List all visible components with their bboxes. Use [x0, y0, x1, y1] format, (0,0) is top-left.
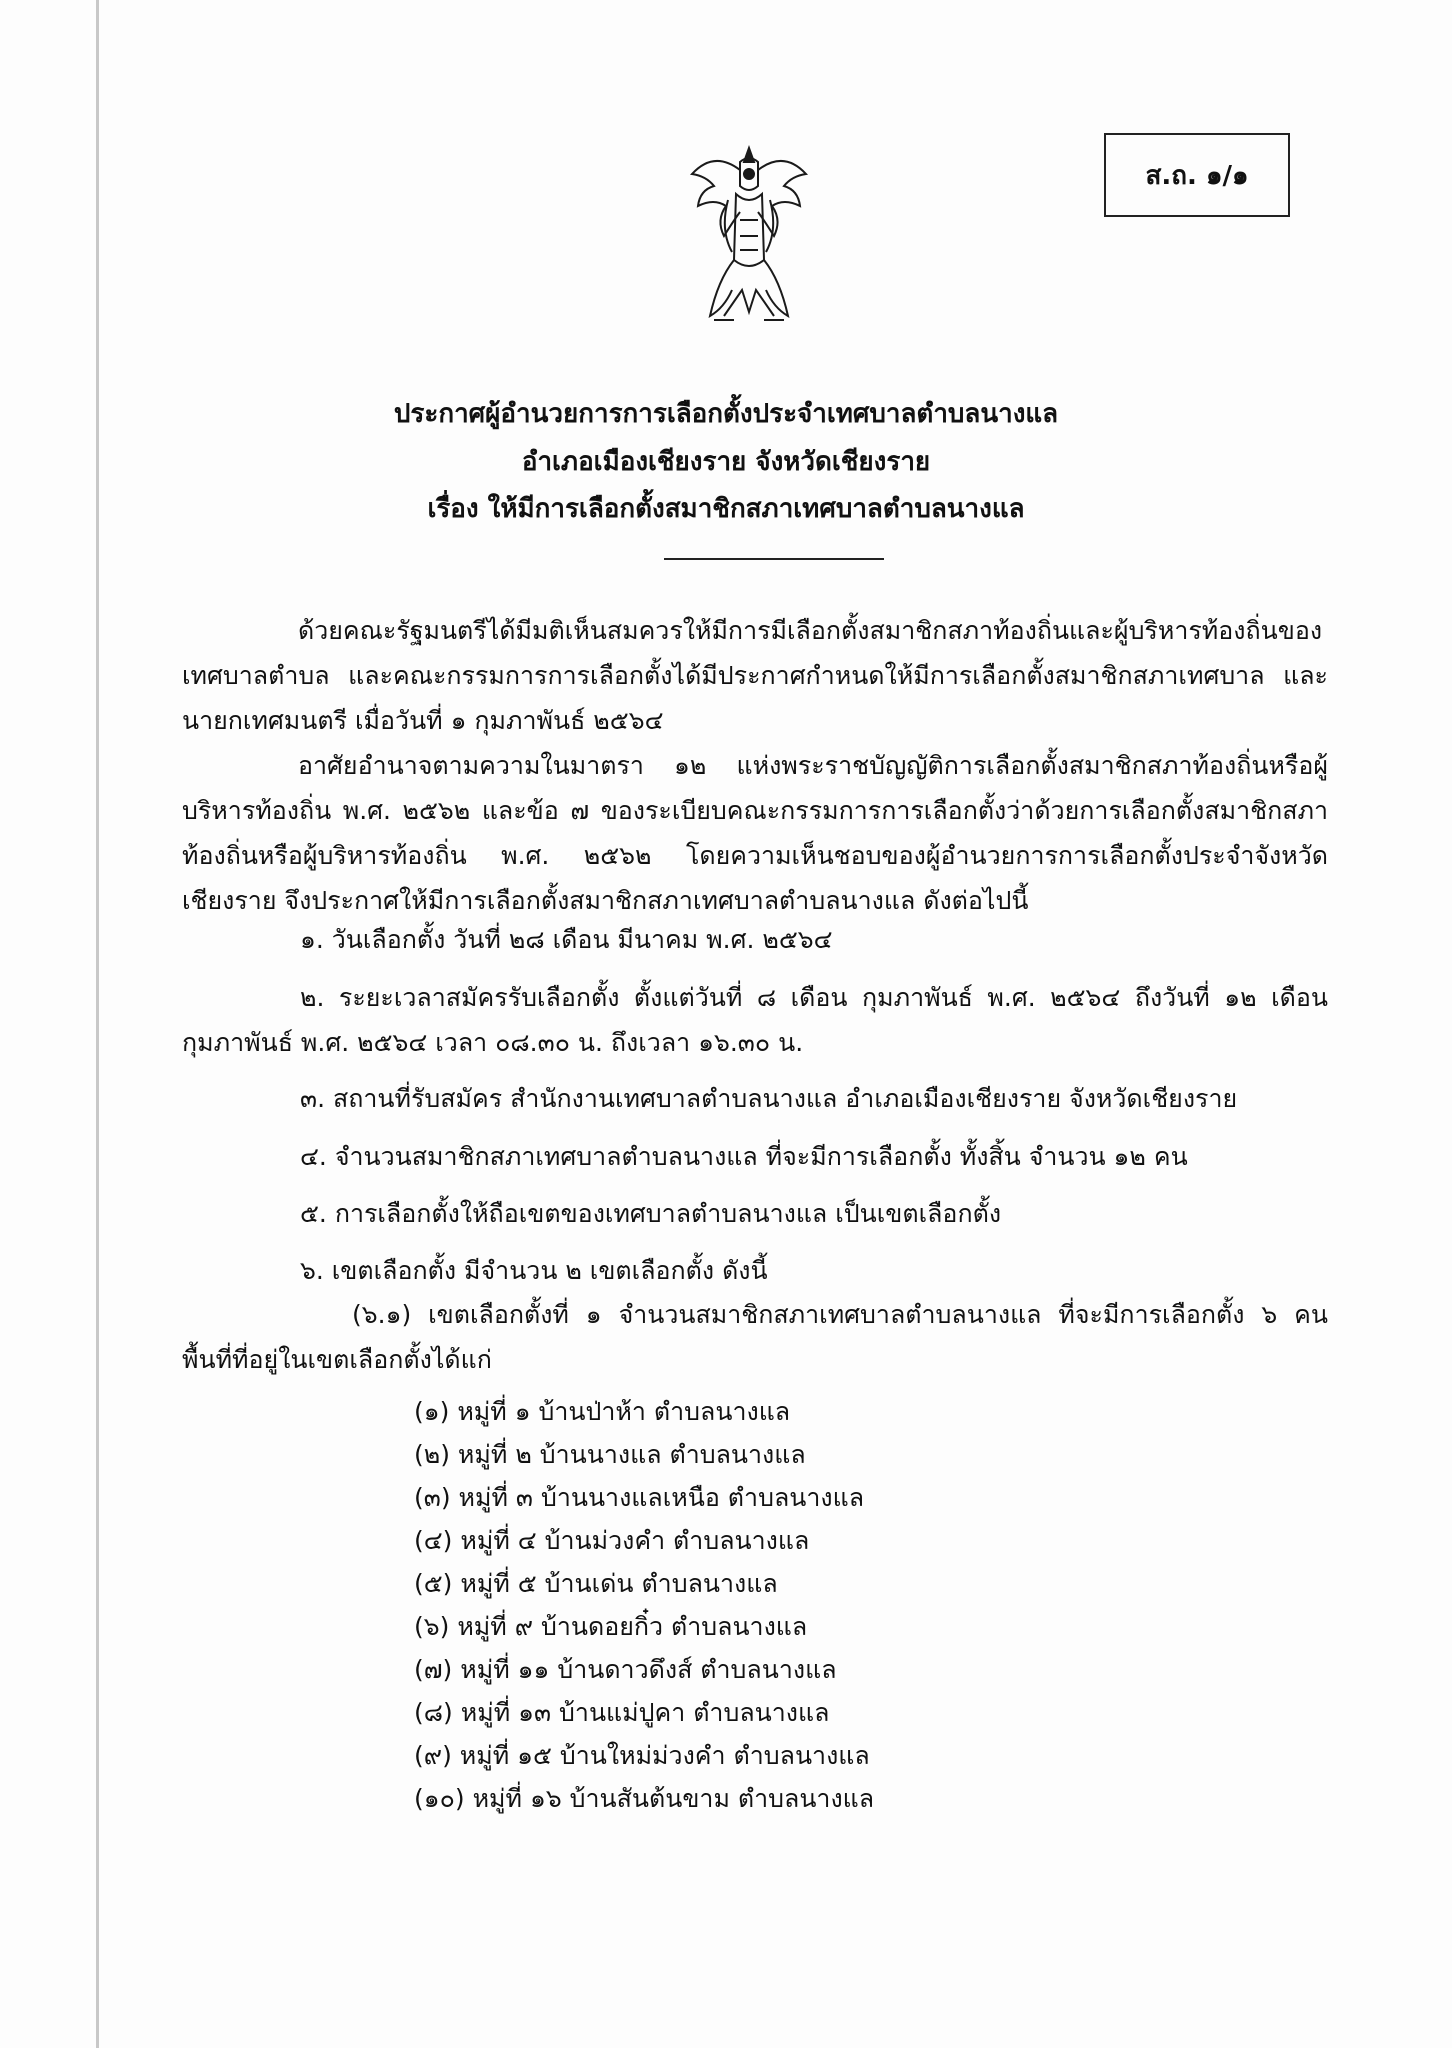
item-4: ๔. จำนวนสมาชิกสภาเทศบาลตำบลนางแล ที่จะมีการเลือกตั้ง ทั้งสิ้น จำนวน ๑๒ คน	[300, 1142, 1188, 1171]
village-item: (๖) หมู่ที่ ๙ บ้านดอยกิ๋ว ตำบลนางแล	[414, 1612, 808, 1641]
village-item: (๘) หมู่ที่ ๑๓ บ้านแม่ปูคา ตำบลนางแล	[414, 1698, 830, 1727]
heading-divider	[664, 558, 884, 560]
item-1: ๑. วันเลือกตั้ง วันที่ ๒๘ เดือน มีนาคม พ.ศ. ๒๕๖๔	[300, 925, 833, 954]
village-item: (๑) หมู่ที่ ๑ บ้านป่าห้า ตำบลนางแล	[414, 1397, 791, 1426]
paragraph-1: ด้วยคณะรัฐมนตรีได้มีมติเห็นสมควรให้มีการมีเลือกตั้งสมาชิกสภาท้องถิ่นและผู้บริหารท้องถิ่นของเทศบาลตำบล และคณะกรรมการการเลือกตั้งได้มีประกาศกำหนดให้มีการเลือกตั้งสมาชิกสภาเทศบาล และนายกเทศมนตรี เมื่อวันที่ ๑ กุมภาพันธ์ ๒๕๖๔	[182, 616, 1328, 735]
village-item: (๙) หมู่ที่ ๑๕ บ้านใหม่ม่วงคำ ตำบลนางแล	[414, 1741, 870, 1770]
heading-line-3: เรื่อง ให้มีการเลือกตั้งสมาชิกสภาเทศบาลตำบลนางแล	[427, 494, 1025, 524]
village-item: (๕) หมู่ที่ ๕ บ้านเด่น ตำบลนางแล	[414, 1569, 778, 1598]
village-item: (๔) หมู่ที่ ๔ บ้านม่วงคำ ตำบลนางแล	[414, 1526, 810, 1555]
paragraph-2: อาศัยอำนาจตามความในมาตรา ๑๒ แห่งพระราชบัญญัติการเลือกตั้งสมาชิกสภาท้องถิ่นหรือผู้บริหารท้องถิ่น พ.ศ. ๒๕๖๒ และข้อ ๗ ของระเบียบคณะกรรมการการเลือกตั้งว่าด้วยการเลือกตั้งสมาชิกสภาท้องถิ่นหรือผู้บริหารท้องถิ่น พ.ศ. ๒๕๖๒ โดยความเห็นชอบของผู้อำนวยการการเลือกตั้งประจำจังหวัด เชียงราย จึงประกาศให้มีการเลือกตั้งสมาชิกสภาเทศบาลตำบลนางแล ดังต่อไปนี้	[182, 751, 1328, 915]
village-item: (๒) หมู่ที่ ๒ บ้านนางแล ตำบลนางแล	[414, 1440, 806, 1469]
item-5: ๕. การเลือกตั้งให้ถือเขตของเทศบาลตำบลนางแล เป็นเขตเลือกตั้ง	[300, 1199, 1002, 1228]
garuda-emblem	[684, 140, 814, 336]
item-3: ๓. สถานที่รับสมัคร สำนักงานเทศบาลตำบลนางแล อำเภอเมืองเชียงราย จังหวัดเชียงราย	[300, 1084, 1238, 1113]
village-item: (๓) หมู่ที่ ๓ บ้านนางแลเหนือ ตำบลนางแล	[414, 1483, 865, 1512]
item-6-1: (๖.๑) เขตเลือกตั้งที่ ๑ จำนวนสมาชิกสภาเทศบาลตำบลนางแล ที่จะมีการเลือกตั้ง ๖ คน พื้นที่ที่อยู่ในเขตเลือกตั้งได้แก่	[182, 1300, 1328, 1374]
heading-line-1: ประกาศผู้อำนวยการการเลือกตั้งประจำเทศบาลตำบลนางแล	[393, 399, 1059, 429]
scan-edge-line	[96, 0, 99, 2048]
heading-line-2: อำเภอเมืองเชียงราย จังหวัดเชียงราย	[521, 447, 931, 477]
village-item: (๑๐) หมู่ที่ ๑๖ บ้านสันต้นขาม ตำบลนางแล	[414, 1784, 875, 1813]
form-code: ส.ถ. ๑/๑	[1145, 160, 1249, 191]
item-2: ๒. ระยะเวลาสมัครรับเลือกตั้ง ตั้งแต่วันที่ ๘ เดือน กุมภาพันธ์ พ.ศ. ๒๕๖๔ ถึงวันที่ ๑๒ เดือน กุมภาพันธ์ พ.ศ. ๒๕๖๔ เวลา ๐๘.๓๐ น. ถึงเวลา ๑๖.๓๐ น.	[182, 983, 1328, 1057]
item-6: ๖. เขตเลือกตั้ง มีจำนวน ๒ เขตเลือกตั้ง ดังนี้	[300, 1256, 768, 1285]
village-item: (๗) หมู่ที่ ๑๑ บ้านดาวดึงส์ ตำบลนางแล	[414, 1655, 837, 1684]
form-code-box	[1104, 133, 1290, 217]
